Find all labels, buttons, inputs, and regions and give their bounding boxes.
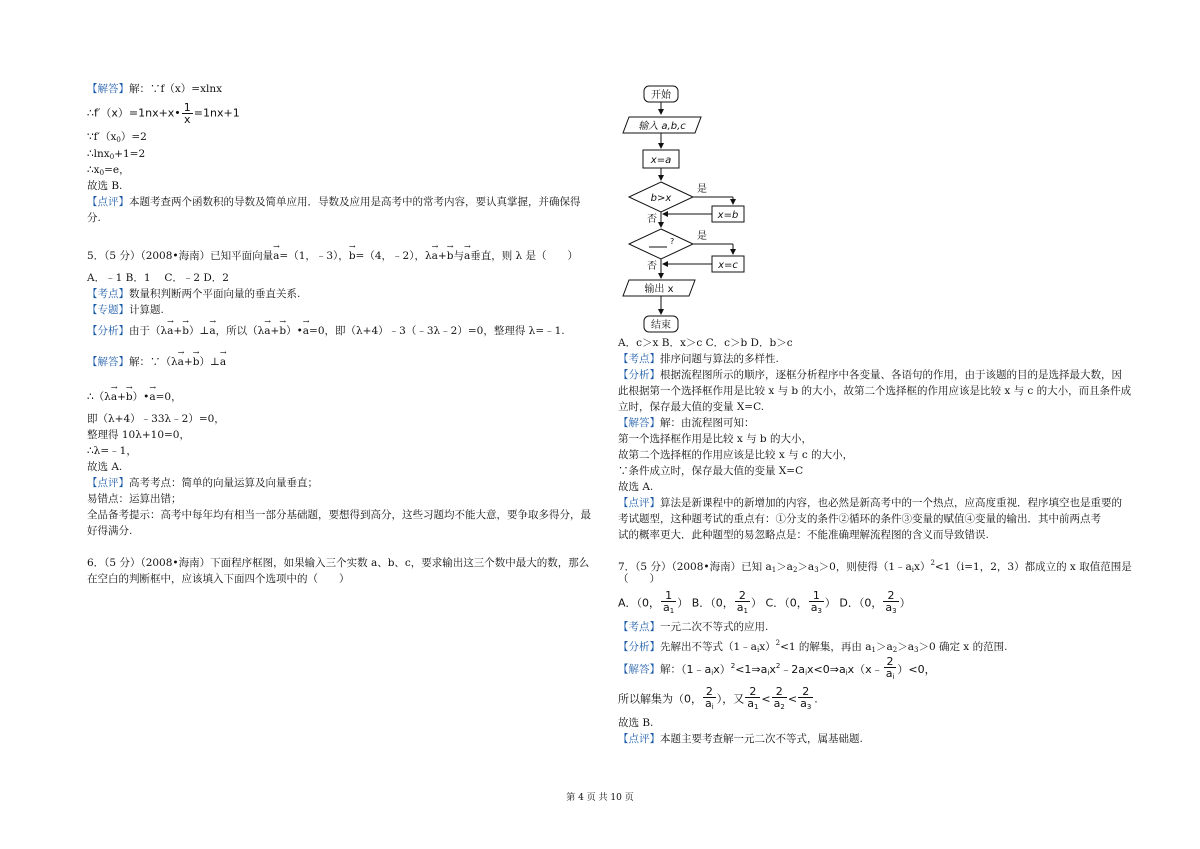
text: 与	[453, 250, 464, 262]
subscript: 1	[743, 607, 749, 615]
text: a	[736, 601, 744, 614]
text: ）•	[132, 391, 150, 403]
q5-jieda-line-3: 即（λ+4）﹣33λ﹣2）=0，	[87, 413, 225, 425]
frac-numerator: 2	[884, 656, 897, 668]
text: ＞a	[897, 641, 914, 653]
vector-a: → a	[178, 355, 184, 369]
text: 解：∵（λ	[129, 356, 178, 368]
yes1-label: 是	[697, 184, 707, 195]
vector-a: → a	[264, 324, 270, 338]
derivative-prefix: ∴f′（x）=1nx+x•	[87, 106, 181, 120]
vector-b: → b	[447, 249, 454, 263]
kaodian-text: 一元二次不等式的应用.	[660, 621, 769, 633]
yes2-label: 是	[697, 231, 707, 242]
q6-options: A．c＞x B．x＞c C．c＞b D．b＞c	[618, 337, 793, 349]
text: =（4，﹣2），λ	[355, 250, 432, 262]
text: .	[814, 692, 818, 706]
text: ）<0，	[897, 662, 936, 676]
text: 7．（5 分）（2008•海南）已知 a	[618, 561, 772, 573]
q4-comment-line	[87, 195, 581, 209]
subscript: 0	[116, 136, 121, 144]
vector-a: → a	[273, 249, 279, 263]
frac-denominator	[735, 602, 750, 617]
text: =0，即（λ+4）﹣3（﹣3λ﹣2）=0，整理得 λ=﹣1.	[309, 325, 565, 337]
subscript: i	[911, 566, 915, 574]
option-a: A．（0，	[618, 596, 661, 610]
q4-comment-line-2: 分.	[87, 212, 101, 224]
q6-jieda-line-4: ∵条件成立时，保存最大值的变量 X=C	[618, 465, 804, 477]
derivative-suffix: =1nx+1	[193, 106, 240, 120]
comment-tag: 【点评】	[87, 196, 129, 208]
text: ＞a	[776, 561, 793, 573]
text: <	[761, 692, 771, 706]
text: x）	[914, 561, 931, 573]
text: ∴x	[87, 164, 100, 176]
fraction	[798, 686, 813, 713]
subscript: i	[756, 646, 760, 654]
frac-denominator	[809, 602, 824, 617]
q6-fenxi	[618, 368, 1122, 382]
kaodian-tag: 【考点】	[618, 353, 660, 365]
frac-numerator: 1	[809, 590, 824, 602]
text: ＞0 确定 x 的范围.	[918, 641, 1008, 653]
jieda-tag: 【解答】	[618, 663, 660, 676]
text: =（1，﹣3），	[279, 250, 349, 262]
text: ＞a	[797, 561, 815, 573]
q7-stem-line-2: （ ）	[618, 573, 660, 585]
q4-line-5	[87, 163, 130, 180]
q6-dianping-line-3: 试的概率更大．此种题型的易忽略点是：不能准确理解流程图的含义而导致错误.	[618, 529, 989, 541]
frac-numerator: 2	[745, 686, 760, 698]
text: x<0⇒a	[807, 662, 846, 676]
dianping-tag: 【点评】	[618, 497, 660, 509]
kaodian-text: 排序问题与算法的多样性.	[660, 353, 779, 365]
frac-numerator: 2	[703, 686, 716, 698]
dianping-tag: 【点评】	[618, 733, 660, 745]
q4-line-6: 故选 B.	[87, 180, 123, 192]
text: x（x﹣	[847, 662, 883, 676]
text: ）•	[286, 325, 303, 337]
frac-numerator: 1	[661, 590, 676, 602]
frac-numerator: 2	[772, 686, 787, 698]
subscript: 1	[753, 703, 759, 711]
subscript: 3	[817, 607, 822, 615]
fraction	[661, 590, 676, 617]
fenxi-tag: 【分析】	[87, 325, 129, 337]
q6-jieda	[618, 416, 755, 430]
text: a	[663, 601, 670, 614]
vector-a: → a	[303, 324, 309, 338]
q4-line-4	[87, 147, 145, 164]
frac-denominator	[884, 668, 897, 683]
frac-denominator: x	[184, 113, 191, 126]
text: 解：	[660, 663, 681, 676]
q5-kaodian	[87, 287, 300, 301]
q5-zhuanti	[87, 303, 164, 317]
dianping-tag: 【点评】	[87, 477, 129, 489]
text: <1⇒a	[735, 662, 768, 676]
text: ∵f′（x	[87, 131, 117, 143]
cond1-label: b>x	[650, 193, 672, 204]
q5-dianping-line-2: 易错点：运算出错；	[87, 493, 182, 505]
text: （1﹣a	[681, 662, 712, 676]
vector-b: → b	[193, 355, 200, 369]
fraction	[745, 686, 760, 713]
text: 由于（λ	[129, 325, 168, 337]
vector-b: → b	[349, 249, 356, 263]
fenxi-text: 根据流程图所示的顺序，逐框分析程序中各变量、各语句的作用，由于该题的目的是选择最大数，因	[660, 369, 1122, 381]
dianping-text: 本题主要考查解一元二次不等式，属基础题.	[660, 733, 863, 745]
text: x	[769, 662, 776, 676]
input-label: 输入 a,b,c	[638, 121, 686, 132]
vector-b: → b	[182, 324, 189, 338]
text: +	[437, 250, 447, 262]
vector-a: → a	[464, 249, 470, 263]
comment-text: 本题考查两个函数积的导数及简单应用．导数及应用是高考中的常考内容，要认真掌握，并确保得	[129, 196, 581, 208]
subscript: i	[805, 668, 808, 677]
frac-denominator	[798, 698, 813, 713]
text: <	[787, 692, 798, 706]
text: a	[885, 667, 893, 680]
vector-a: → a	[220, 355, 226, 369]
q6-dianping	[618, 496, 1122, 510]
fraction	[182, 102, 193, 125]
superscript: 2	[930, 559, 935, 567]
frac-numerator: 2	[798, 686, 813, 698]
text: ）⊥	[188, 325, 210, 337]
text: a	[885, 601, 893, 614]
text: ∴lnx	[87, 148, 110, 160]
text: a	[747, 697, 754, 710]
start-label: 开始	[651, 90, 671, 101]
q7-fenxi	[618, 636, 1007, 657]
text: +	[270, 325, 280, 337]
q7-solution-set	[618, 686, 818, 713]
q5-dianping-line-4: 好得满分.	[87, 525, 133, 537]
text: ∴（λ	[87, 391, 111, 403]
text: +	[173, 325, 183, 337]
subscript: i	[711, 668, 714, 677]
text: =e，	[104, 164, 130, 176]
frac-denominator	[703, 698, 716, 713]
text: 5．（5 分）（2008•海南）已知平面向量	[87, 250, 274, 262]
text: 垂直，则 λ 是（ ）	[470, 250, 579, 262]
frac-denominator	[883, 602, 898, 617]
q4-answer-line	[87, 82, 222, 96]
zhuanti-text: 计算题.	[129, 304, 164, 316]
text: ﹣2a	[780, 662, 806, 676]
subscript: 1	[669, 607, 675, 615]
subscript: 3	[806, 703, 812, 711]
text: ）⊥	[199, 356, 220, 368]
fraction	[772, 686, 787, 713]
frac-numerator: 2	[883, 590, 898, 602]
text: ），又	[716, 692, 745, 706]
end-label: 结束	[651, 320, 671, 331]
text: +	[183, 356, 193, 368]
text: ）	[899, 596, 911, 610]
fenxi-tag: 【分析】	[618, 369, 660, 381]
q7-dianping	[618, 732, 863, 746]
superscript: 2	[775, 661, 781, 670]
frac-denominator	[661, 602, 676, 617]
subscript: 1	[871, 646, 876, 654]
subscript: 2	[892, 646, 898, 654]
text: +1=2	[114, 148, 146, 160]
zhuanti-tag: 【专题】	[87, 304, 129, 316]
fraction	[809, 590, 824, 617]
subscript: 2	[780, 703, 785, 711]
decision-node-2	[629, 229, 693, 259]
flowchart	[615, 80, 765, 336]
q7-stem	[618, 556, 1132, 577]
q6-dianping-line-2: 考试题型，这种题考试的重点有：①分支的条件②循环的条件③变量的赋值④变量的输出．其中前两点考	[618, 513, 1101, 525]
q4-derivative-line	[87, 102, 240, 125]
q5-jieda-line-6: 故选 A.	[87, 461, 123, 473]
q5-jieda-line-4: 整理得 10λ+10=0，	[87, 429, 190, 441]
text: a	[800, 697, 807, 710]
q5-jieda	[87, 355, 226, 369]
text: 先解出不等式（1﹣a	[660, 641, 757, 653]
vector-a: → a	[149, 390, 155, 404]
q7-xuan: 故选 B.	[618, 717, 654, 729]
fraction	[735, 590, 750, 617]
subscript: 0	[99, 169, 105, 177]
dianping-text: 算法是新课程中的新增加的内容，也必然是新高考中的一个热点，应高度重视．程序填空也是重要的	[660, 497, 1122, 509]
subscript: 3	[892, 607, 897, 615]
text: a	[705, 697, 712, 710]
q7-kaodian	[618, 620, 768, 634]
q6-stem-line-2: 在空白的判断框中，应该填入下面四个选项中的（ ）	[87, 573, 350, 585]
vector-a: → a	[432, 249, 438, 263]
text: x）	[759, 641, 776, 653]
option-d: ） D．（0，	[824, 596, 883, 610]
fraction	[703, 686, 716, 713]
subscript: i	[892, 673, 895, 681]
q5-options: A．﹣1 B．1 C．﹣2 D．2	[87, 272, 229, 284]
text: +	[117, 391, 126, 403]
answer-text: 解：∵f（x）=xlnx	[129, 83, 223, 95]
text: ）=2	[120, 131, 147, 143]
superscript: 2	[775, 639, 781, 647]
q5-jieda-line-2	[87, 390, 182, 404]
answer-tag: 【解答】	[87, 83, 129, 95]
text: =0，	[155, 391, 182, 403]
q6-fenxi-line-2: 此根据第一个选择框作用是比较 x 与 b 的大小，故第二个选择框的作用应该是比较 x 与 c 的大小，而且条件成	[618, 385, 1132, 397]
option-c: ） C．（0，	[751, 596, 808, 610]
text: <1 的解集，再由 a	[780, 641, 872, 653]
vector-a: → a	[111, 390, 117, 404]
assign3-label: x=c	[718, 260, 738, 271]
subscript: 3	[814, 566, 819, 574]
kaodian-tag: 【考点】	[87, 288, 129, 300]
option-b: ） B．（0，	[677, 596, 734, 610]
q5-dianping	[87, 476, 318, 490]
subscript: 3	[913, 646, 919, 654]
jieda-tag: 【解答】	[87, 356, 129, 368]
text: x）	[713, 662, 731, 676]
jieda-tag: 【解答】	[618, 417, 660, 429]
text: ，所以（λ	[215, 325, 265, 337]
q6-jieda-line-5: 故选 A.	[618, 481, 654, 493]
q7-jieda	[618, 656, 936, 683]
vector-b: → b	[126, 390, 133, 404]
text: 所以解集为（0，	[618, 692, 702, 706]
text: ＞a	[875, 641, 893, 653]
frac-numerator: 1	[183, 101, 191, 114]
q6-jieda-line-2: 第一个选择框作用是比较 x 与 b 的大小，	[618, 433, 812, 445]
jieda-math	[681, 655, 936, 681]
subscript: i	[845, 668, 848, 677]
frac-denominator	[745, 698, 760, 713]
q4-line-3	[87, 130, 147, 147]
text: ＞0，则使得（1﹣a	[818, 561, 912, 573]
vector-a: → a	[209, 324, 215, 338]
output-label: 输出 x	[644, 284, 674, 295]
page-footer: 第 4 页 共 10 页	[566, 793, 634, 803]
superscript: 2	[730, 661, 736, 670]
fraction	[884, 656, 897, 683]
jieda-text: 解：由流程图可知：	[660, 417, 755, 429]
frac-denominator	[772, 698, 787, 713]
cond2-mark: ?	[670, 237, 675, 246]
assign2-label: x=b	[717, 210, 739, 221]
q6-stem: 6．（5 分）（2008•海南）下面程序框图，如果输入三个实数 a、b、c，要求输出这三个数中最大的数，那么	[87, 557, 590, 569]
q6-kaodian	[618, 352, 779, 366]
q6-jieda-line-3: 故第二个选择框的作用应该是比较 x 与 c 的大小，	[618, 449, 854, 461]
dianping-text: 高考考点：简单的向量运算及向量垂直；	[129, 477, 318, 489]
fraction	[883, 590, 898, 617]
text: a	[810, 601, 818, 614]
text: <1（i=1，2，3）都成立的 x 取值范围是	[934, 561, 1132, 573]
no2-label: 否	[647, 261, 657, 272]
subscript: 0	[109, 153, 115, 161]
subscript: i	[767, 668, 770, 677]
subscript: i	[711, 703, 714, 711]
text: a	[773, 697, 781, 710]
vector-b: → b	[279, 324, 286, 338]
subscript: 2	[792, 566, 798, 574]
q5-jieda-line-5: ∴λ=﹣1，	[87, 445, 137, 457]
q7-options	[618, 590, 911, 617]
q5-stem	[87, 249, 578, 263]
fenxi-tag: 【分析】	[618, 641, 660, 653]
no1-label: 否	[647, 214, 657, 225]
kaodian-tag: 【考点】	[618, 621, 660, 633]
vector-a: → a	[167, 324, 173, 338]
q5-fenxi	[87, 324, 565, 338]
kaodian-text: 数量积判断两个平面向量的垂直关系.	[129, 288, 301, 300]
assign1-label: x=a	[650, 155, 672, 166]
frac-numerator: 2	[735, 590, 750, 602]
q5-dianping-line-3: 全品备考提示：高考中每年均有相当一部分基础题，要想得到高分，这些习题均不能大意，要争取多得分，最	[87, 509, 591, 521]
subscript: 1	[771, 566, 777, 574]
q6-fenxi-line-3: 立时，保存最大值的变量 X=C.	[618, 401, 765, 413]
